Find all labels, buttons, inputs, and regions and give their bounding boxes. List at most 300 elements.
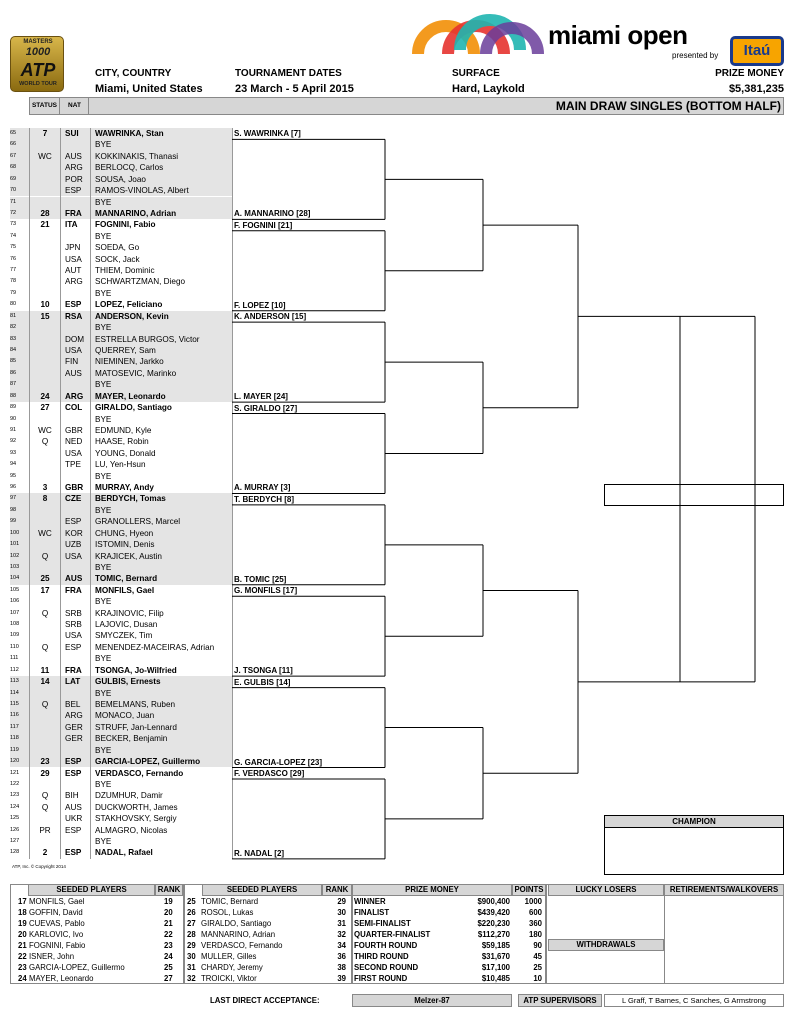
champion-box xyxy=(604,815,784,875)
last-direct-acceptance-value: Melzer-87 xyxy=(352,994,512,1007)
player-nat: ESP xyxy=(65,642,82,652)
round2-player: G. MONFILS [17] xyxy=(234,586,298,596)
draw-position: 105 xyxy=(10,586,20,593)
prize-round: QUARTER-FINALIST xyxy=(354,930,431,939)
logo-worldtour-text: WORLD TOUR xyxy=(19,81,57,87)
draw-position: 121 xyxy=(10,769,20,776)
player-status: 3 xyxy=(42,483,48,493)
rank-header: RANK xyxy=(155,884,183,896)
player-nat: USA xyxy=(65,551,82,561)
player-name: STRUFF, Jan-Lennard xyxy=(95,722,177,732)
player-nat: ESP xyxy=(65,757,82,767)
player-name: QUERREY, Sam xyxy=(95,345,156,355)
draw-position: 94 xyxy=(10,461,17,468)
city-label: CITY, COUNTRY xyxy=(95,68,172,79)
draw-position: 103 xyxy=(10,563,20,570)
prize-round: SEMI-FINALIST xyxy=(354,919,411,928)
player-name: BYE xyxy=(95,562,112,572)
player-nat: TPE xyxy=(65,460,81,470)
player-name: RAMOS-VINOLAS, Albert xyxy=(95,186,189,196)
player-nat: FRA xyxy=(65,208,82,218)
seeded-player-name: TOMIC, Bernard xyxy=(201,897,259,906)
draw-position: 74 xyxy=(10,232,17,239)
draw-position: 109 xyxy=(10,632,20,639)
round2-player: K. ANDERSON [15] xyxy=(234,312,307,322)
seeded-player-name: MANNARINO, Adrian xyxy=(201,930,276,939)
itau-logo: Itaú xyxy=(730,36,784,66)
player-nat: GER xyxy=(65,734,83,744)
seeded-player-name: MAYER, Leonardo xyxy=(29,974,94,983)
round2-player: A. MURRAY [3] xyxy=(234,483,291,493)
draw-position: 125 xyxy=(10,815,20,822)
player-name: SOCK, Jack xyxy=(95,254,140,264)
last-direct-acceptance-label: LAST DIRECT ACCEPTANCE: xyxy=(210,996,320,1005)
draw-position: 89 xyxy=(10,404,17,411)
logo-atp-text: ATP xyxy=(20,60,56,80)
player-name: GRANOLLERS, Marcel xyxy=(95,517,181,527)
seeded-rank: 32 xyxy=(337,930,346,939)
seed-number: 25 xyxy=(187,897,196,906)
player-status: Q xyxy=(41,608,49,618)
draw-position: 102 xyxy=(10,552,20,559)
draw-position: 116 xyxy=(10,712,19,719)
draw-position: 85 xyxy=(10,358,17,365)
prize-points: 360 xyxy=(528,919,542,928)
withdrawals-header: WITHDRAWALS xyxy=(548,939,664,951)
player-name: NADAL, Rafael xyxy=(95,848,153,858)
draw-position: 96 xyxy=(10,484,17,491)
seeded-rank: 22 xyxy=(164,930,173,939)
retirements-table xyxy=(664,884,784,984)
player-name: BYE xyxy=(95,597,112,607)
draw-position: 80 xyxy=(10,301,17,308)
surface-value: Hard, Laykold xyxy=(452,83,525,95)
draw-position: 117 xyxy=(10,723,19,730)
seeded-rank: 38 xyxy=(337,963,346,972)
player-name: GIRALDO, Santiago xyxy=(95,403,172,413)
player-name: BYE xyxy=(95,745,112,755)
seed-number: 27 xyxy=(187,919,196,928)
draw-position: 83 xyxy=(10,335,17,342)
draw-position: 81 xyxy=(10,312,17,319)
draw-position: 69 xyxy=(10,175,17,182)
seeded-rank: 36 xyxy=(337,952,346,961)
draw-position: 110 xyxy=(10,643,19,650)
seeded-players-header: SEEDED PLAYERS xyxy=(28,884,155,896)
prize-money-value: $5,381,235 xyxy=(728,83,784,95)
player-name: BYE xyxy=(95,654,112,664)
draw-position: 127 xyxy=(10,838,20,845)
seed-number: 21 xyxy=(18,941,27,950)
round2-player: F. LOPEZ [10] xyxy=(234,300,286,310)
seeded-rank: 39 xyxy=(337,974,346,983)
player-name: SOEDA, Go xyxy=(95,243,140,253)
player-name: BERDYCH, Tomas xyxy=(95,494,166,504)
player-nat: SRB xyxy=(65,620,82,630)
round2-player: E. GULBIS [14] xyxy=(234,677,291,687)
draw-position: 118 xyxy=(10,735,19,742)
round2-player: J. TSONGA [11] xyxy=(234,666,293,676)
player-status: 8 xyxy=(42,494,48,504)
draw-position: 111 xyxy=(10,655,19,662)
player-status: Q xyxy=(41,700,49,709)
draw-position: 91 xyxy=(10,426,17,433)
draw-position: 77 xyxy=(10,267,17,274)
player-status: 28 xyxy=(40,208,50,218)
player-nat: ESP xyxy=(65,300,82,310)
prize-amount: $112,270 xyxy=(477,930,510,939)
prize-points: 25 xyxy=(533,963,542,972)
player-status: Q xyxy=(41,802,49,812)
seeded-player-name: CHARDY, Jeremy xyxy=(201,963,263,972)
player-name: LAJOVIC, Dusan xyxy=(95,620,158,630)
player-nat: ARG xyxy=(65,277,83,287)
prize-points: 600 xyxy=(528,908,542,917)
round2-player: S. WAWRINKA [7] xyxy=(234,129,301,139)
draw-position: 72 xyxy=(10,209,17,216)
atp-supervisors-value: L Graff, T Barnes, C Sanches, G Armstrong xyxy=(604,994,784,1007)
atp-supervisors-label: ATP SUPERVISORS xyxy=(518,994,602,1007)
seeded-player-name: GOFFIN, David xyxy=(29,908,83,917)
player-name: DZUMHUR, Damir xyxy=(95,791,163,801)
player-name: BECKER, Benjamin xyxy=(95,734,168,744)
player-name: STAKHOVSKY, Sergiy xyxy=(95,814,177,824)
player-name: EDMUND, Kyle xyxy=(95,425,152,435)
player-nat: USA xyxy=(65,631,82,641)
player-nat: NED xyxy=(65,437,83,447)
seeded-rank: 34 xyxy=(337,941,346,950)
seeded-player-name: MULLER, Gilles xyxy=(201,952,257,961)
prize-round: FIRST ROUND xyxy=(354,974,408,983)
round2-player: G. GARCIA-LOPEZ [23] xyxy=(234,757,323,767)
draw-position: 123 xyxy=(10,792,20,799)
player-name: MURRAY, Andy xyxy=(95,483,154,493)
player-name: MANNARINO, Adrian xyxy=(95,208,177,218)
draw-position: 112 xyxy=(10,666,19,673)
prize-money-label: PRIZE MONEY xyxy=(715,68,784,79)
player-name: YOUNG, Donald xyxy=(95,448,156,458)
prize-amount: $17,100 xyxy=(481,963,510,972)
prize-amount: $31,670 xyxy=(481,952,510,961)
player-status: 14 xyxy=(40,677,50,687)
prize-table xyxy=(352,884,546,984)
player-name: KRAJINOVIC, Filip xyxy=(95,608,164,618)
draw-position: 119 xyxy=(10,746,19,753)
rank-header-2: RANK xyxy=(322,884,352,896)
draw-position: 106 xyxy=(10,598,20,605)
prize-round: THIRD ROUND xyxy=(354,952,409,961)
round2-player: F. VERDASCO [29] xyxy=(234,768,305,778)
player-name: BERLOCQ, Carlos xyxy=(95,163,164,173)
copyright: ATP, Inc. © Copyright 2014 xyxy=(12,864,66,869)
seeded-player-name: VERDASCO, Fernando xyxy=(201,941,283,950)
draw-position: 128 xyxy=(10,849,20,856)
draw-position: 114 xyxy=(10,689,19,696)
final-winner-box xyxy=(604,484,784,506)
seeded-rank: 30 xyxy=(337,908,346,917)
player-status: WC xyxy=(38,425,52,435)
player-nat: ARG xyxy=(65,163,83,173)
draw-position: 87 xyxy=(10,381,17,388)
draw-position: 107 xyxy=(10,609,20,616)
player-nat: UKR xyxy=(65,814,83,824)
seeded-rank: 20 xyxy=(164,908,173,917)
player-status: 10 xyxy=(40,300,50,310)
player-status: 29 xyxy=(40,768,50,778)
nat-header: NAT xyxy=(61,98,89,114)
draw-position: 104 xyxy=(10,575,20,582)
draw-position: 115 xyxy=(10,701,19,707)
player-name: DUCKWORTH, James xyxy=(95,802,178,812)
player-status: 27 xyxy=(40,403,50,413)
player-name: BYE xyxy=(95,231,112,241)
seed-number: 17 xyxy=(18,897,27,906)
player-nat: FRA xyxy=(65,585,82,595)
player-name: NIEMINEN, Jarkko xyxy=(95,357,164,367)
surface-label: SURFACE xyxy=(452,68,500,79)
player-nat: SRB xyxy=(65,608,82,618)
seeded-rank: 25 xyxy=(164,963,173,972)
prize-points: 180 xyxy=(528,930,542,939)
seeded-rank: 31 xyxy=(337,919,346,928)
player-nat: AUS xyxy=(65,574,83,584)
prize-points: 90 xyxy=(533,941,542,950)
player-name: VERDASCO, Fernando xyxy=(95,768,184,778)
player-name: BYE xyxy=(95,197,112,207)
prize-amount: $220,230 xyxy=(477,919,510,928)
round2-player: L. MAYER [24] xyxy=(234,392,288,402)
player-name: KOKKINAKIS, Thanasi xyxy=(95,151,179,161)
round2-player: F. FOGNINI [21] xyxy=(234,220,293,230)
draw-position: 88 xyxy=(10,392,17,399)
points-header: POINTS xyxy=(512,884,546,896)
draw-position: 113 xyxy=(10,678,19,685)
draw-position: 76 xyxy=(10,255,17,262)
status-header: STATUS xyxy=(30,98,60,114)
prize-amount: $900,400 xyxy=(477,897,510,906)
player-nat: USA xyxy=(65,345,82,355)
player-status: Q xyxy=(41,551,49,561)
player-nat: ARG xyxy=(65,391,84,401)
seeded-player-name: FOGNINI, Fabio xyxy=(29,941,86,950)
dates-value: 23 March - 5 April 2015 xyxy=(235,83,354,95)
player-nat: SUI xyxy=(65,129,79,138)
draw-position: 65 xyxy=(10,130,17,136)
player-status: 24 xyxy=(40,391,50,401)
player-nat: KOR xyxy=(65,528,83,538)
seed-number: 26 xyxy=(187,908,196,917)
round2-player: A. MANNARINO [28] xyxy=(234,209,311,219)
prize-round: SECOND ROUND xyxy=(354,963,419,972)
player-nat: AUS xyxy=(65,802,82,812)
seeded-player-name: KARLOVIC, Ivo xyxy=(29,930,84,939)
player-nat: GBR xyxy=(65,425,83,435)
player-name: HAASE, Robin xyxy=(95,437,149,447)
draw-position: 126 xyxy=(10,826,20,833)
seeded-rank: 29 xyxy=(337,897,346,906)
seeded-rank: 27 xyxy=(164,974,173,983)
draw-position: 71 xyxy=(10,198,17,205)
retirements-header: RETIREMENTS/WALKOVERS xyxy=(664,884,784,896)
player-name: MATOSEVIC, Marinko xyxy=(95,368,177,378)
draw-position: 73 xyxy=(10,221,17,228)
seeded-player-name: ISNER, John xyxy=(29,952,75,961)
seeded-player-name: CUEVAS, Pablo xyxy=(29,919,85,928)
player-nat: FIN xyxy=(65,357,79,367)
player-name: BYE xyxy=(95,471,112,481)
brand-name: miami open xyxy=(548,20,688,50)
seed-number: 22 xyxy=(18,952,27,961)
player-status: 25 xyxy=(40,574,50,584)
player-nat: ESP xyxy=(65,517,82,527)
player-nat: ESP xyxy=(65,848,82,858)
player-nat: ESP xyxy=(65,186,82,196)
player-status: Q xyxy=(41,437,49,447)
draw-position: 79 xyxy=(10,289,17,296)
player-name: KRAJICEK, Austin xyxy=(95,551,162,561)
player-name: ALMAGRO, Nicolas xyxy=(95,825,168,835)
seeded-player-name: GIRALDO, Santiago xyxy=(201,919,272,928)
player-nat: FRA xyxy=(65,665,82,675)
player-name: GARCIA-LOPEZ, Guillermo xyxy=(95,757,201,767)
draw-position: 75 xyxy=(10,244,17,251)
presented-by-text: presented by xyxy=(672,51,719,60)
draw-position: 95 xyxy=(10,472,17,479)
player-name: SOUSA, Joao xyxy=(95,174,146,184)
player-name: BYE xyxy=(95,688,112,698)
seed-number: 20 xyxy=(18,930,27,939)
seeded-table-1 xyxy=(10,884,184,984)
player-nat: ESP xyxy=(65,768,82,778)
player-nat: LAT xyxy=(65,677,81,687)
player-status: 2 xyxy=(42,848,48,858)
player-status: PR xyxy=(39,825,51,835)
player-name: FOGNINI, Fabio xyxy=(95,220,156,230)
seed-number: 30 xyxy=(187,952,196,961)
seed-number: 24 xyxy=(18,974,27,983)
prize-points: 10 xyxy=(533,974,542,983)
prize-round: FOURTH ROUND xyxy=(354,941,418,950)
player-name: ESTRELLA BURGOS, Victor xyxy=(95,334,200,344)
player-name: THIEM, Dominic xyxy=(95,266,155,276)
player-name: ANDERSON, Kevin xyxy=(95,311,169,321)
dates-label: TOURNAMENT DATES xyxy=(235,68,342,79)
draw-position: 67 xyxy=(10,152,17,159)
round2-player: B. TOMIC [25] xyxy=(234,574,287,584)
player-nat: COL xyxy=(65,403,83,413)
draw-position: 101 xyxy=(10,541,20,548)
draw-position: 70 xyxy=(10,187,17,194)
player-nat: UZB xyxy=(65,540,82,550)
draw-title: MAIN DRAW SINGLES (BOTTOM HALF) xyxy=(555,99,781,113)
seed-number: 31 xyxy=(187,963,196,972)
player-status: WC xyxy=(38,151,52,161)
seed-number: 28 xyxy=(187,930,196,939)
player-nat: ESP xyxy=(65,825,82,835)
draw-position: 84 xyxy=(10,346,17,353)
player-name: TSONGA, Jo-Wilfried xyxy=(95,665,177,675)
player-nat: ITA xyxy=(65,220,78,230)
player-status: 11 xyxy=(40,665,50,675)
draw-position: 99 xyxy=(10,518,17,525)
seeded-player-name: TROICKI, Viktor xyxy=(201,974,257,983)
prize-points: 1000 xyxy=(524,897,542,906)
player-nat: CZE xyxy=(65,494,82,504)
seeded-rank: 21 xyxy=(164,919,173,928)
player-name: MONFILS, Gael xyxy=(95,585,155,595)
player-nat: BIH xyxy=(65,791,79,801)
draw-position: 120 xyxy=(10,758,20,765)
round2-player: S. GIRALDO [27] xyxy=(234,403,298,413)
player-nat: ARG xyxy=(65,711,83,721)
draw-position: 100 xyxy=(10,529,20,536)
draw-position: 66 xyxy=(10,141,17,148)
draw-position: 78 xyxy=(10,278,17,285)
draw-position: 90 xyxy=(10,415,17,422)
player-nat: USA xyxy=(65,448,82,458)
seeded-rank: 19 xyxy=(164,897,173,906)
seed-number: 32 xyxy=(187,974,196,983)
player-name: BYE xyxy=(95,414,112,424)
draw-position: 98 xyxy=(10,506,17,513)
player-name: BYE xyxy=(95,505,112,515)
prize-amount: $10,485 xyxy=(481,974,510,983)
round2-player: T. BERDYCH [8] xyxy=(234,494,295,504)
prize-money-header: PRIZE MONEY xyxy=(352,884,512,896)
player-status: 15 xyxy=(40,311,50,321)
prize-amount: $439,420 xyxy=(477,908,510,917)
player-nat: RSA xyxy=(65,311,83,321)
draw-position: 108 xyxy=(10,621,20,628)
player-name: MONACO, Juan xyxy=(95,711,155,721)
player-name: MENENDEZ-MACEIRAS, Adrian xyxy=(95,642,215,652)
player-name: LU, Yen-Hsun xyxy=(95,460,146,470)
player-status: WC xyxy=(38,528,52,538)
player-nat: USA xyxy=(65,254,82,264)
player-status: 23 xyxy=(40,757,50,767)
player-name: ISTOMIN, Denis xyxy=(95,540,155,550)
draw-position: 122 xyxy=(10,780,20,787)
player-name: BEMELMANS, Ruben xyxy=(95,700,176,709)
seeded-players-header-2: SEEDED PLAYERS xyxy=(202,884,322,896)
player-status: 17 xyxy=(40,585,50,595)
player-name: GULBIS, Ernests xyxy=(95,677,161,687)
draw-position: 92 xyxy=(10,438,17,445)
player-nat: AUT xyxy=(65,266,82,276)
seeded-table-2 xyxy=(184,884,352,984)
round2-player: R. NADAL [2] xyxy=(234,848,285,858)
prize-round: WINNER xyxy=(354,897,386,906)
seed-number: 23 xyxy=(18,963,27,972)
seed-number: 18 xyxy=(18,908,27,917)
draw-position: 93 xyxy=(10,449,17,456)
draw-position: 97 xyxy=(10,495,17,502)
player-nat: DOM xyxy=(65,334,85,344)
player-name: BYE xyxy=(95,380,112,390)
player-name: SMYCZEK, Tim xyxy=(95,631,153,641)
prize-amount: $59,185 xyxy=(481,941,510,950)
city-value: Miami, United States xyxy=(95,83,203,95)
player-nat: GBR xyxy=(65,483,84,493)
player-nat: GER xyxy=(65,722,83,732)
logo-1000-text: 1000 xyxy=(25,46,51,58)
seed-number: 29 xyxy=(187,941,196,950)
player-name: CHUNG, Hyeon xyxy=(95,528,154,538)
draw-position: 82 xyxy=(10,324,17,331)
player-nat: JPN xyxy=(65,243,81,253)
seeded-player-name: ROSOL, Lukas xyxy=(201,908,254,917)
player-name: LOPEZ, Feliciano xyxy=(95,300,163,310)
